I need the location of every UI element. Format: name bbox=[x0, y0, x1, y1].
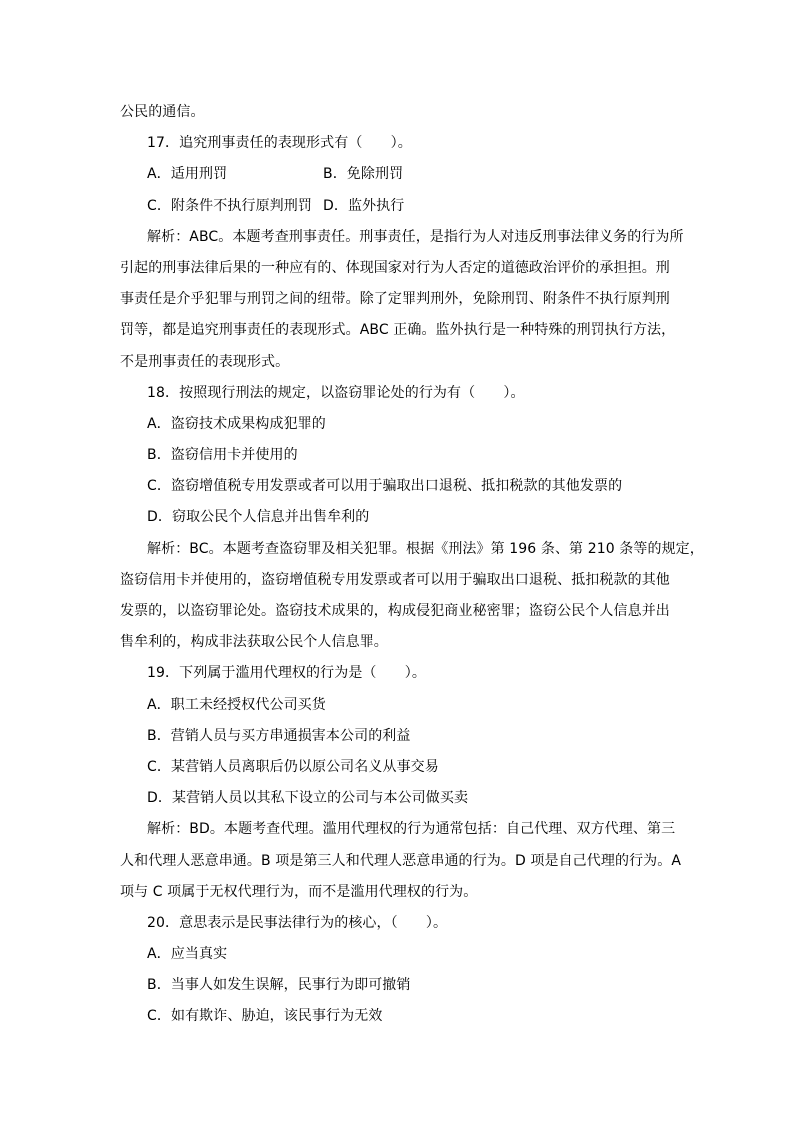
document-page bbox=[0, 97, 794, 1033]
text-line bbox=[0, 596, 794, 627]
text-line bbox=[0, 752, 794, 783]
text-line bbox=[0, 1001, 794, 1032]
line-text: 罚等，都是追究刑事责任的表现形式。ABC 正确。监外执行是一种特殊的刑罚执行方法， bbox=[120, 322, 676, 339]
line-text: 20．意思表示是民事法律行为的核心，（ ）。 bbox=[147, 914, 448, 931]
text-line bbox=[0, 814, 794, 845]
text-line bbox=[0, 658, 794, 689]
text-line bbox=[0, 783, 794, 814]
text-line bbox=[0, 284, 794, 315]
text-line bbox=[0, 315, 794, 346]
text-line bbox=[0, 846, 794, 877]
line-text: B．营销人员与买方串通损害本公司的利益 bbox=[147, 727, 411, 744]
text-line bbox=[0, 502, 794, 533]
line-text: A．职工未经授权代公司买货 bbox=[147, 696, 326, 713]
line-text: 19．下列属于滥用代理权的行为是（ ）。 bbox=[147, 665, 426, 682]
line-text: 售牟利的，构成非法获取公民个人信息罪。 bbox=[120, 634, 388, 651]
line-text: 发票的，以盗窃罪论处。盗窃技术成果的，构成侵犯商业秘密罪；盗窃公民个人信息并出 bbox=[120, 603, 670, 619]
text-line bbox=[0, 347, 794, 378]
text-line bbox=[0, 440, 794, 471]
line-text: 人和代理人恶意串通。B 项是第三人和代理人恶意串通的行为。D 项是自己代理的行为。A bbox=[120, 852, 682, 869]
line-text: 解析：BC。本题考查盗窃罪及相关犯罪。根据《刑法》第 196 条、第 210 条等的规定， bbox=[147, 540, 704, 557]
line-text: 事责任是介乎犯罪与刑罚之间的纽带。除了定罪判刑外，免除刑罚、附条件不执行原判刑 bbox=[120, 291, 670, 308]
text-line bbox=[0, 159, 794, 190]
line-text: B．当事人如发生误解，民事行为即可撤销 bbox=[147, 977, 411, 994]
line-text: 盗窃信用卡并使用的，盗窃增值税专用发票或者可以用于骗取出口退税、抵扣税款的其他 bbox=[120, 571, 670, 588]
text-line bbox=[0, 534, 794, 565]
text-line bbox=[0, 939, 794, 970]
line-text: D．某营销人员以其私下设立的公司与本公司做买卖 bbox=[147, 790, 469, 807]
text-line bbox=[0, 877, 794, 908]
option-second-column: D．监外执行 bbox=[323, 197, 405, 214]
text-line bbox=[0, 565, 794, 596]
text-line bbox=[0, 409, 794, 440]
line-text: 公民的通信。 bbox=[120, 104, 205, 120]
text-line bbox=[0, 471, 794, 502]
line-text: 17．追究刑事责任的表现形式有（ ）。 bbox=[147, 135, 412, 152]
text-line bbox=[0, 378, 794, 409]
line-text: 引起的刑事法律后果的一种应有的、体现国家对行为人否定的道德政治评价的承担担。刑 bbox=[120, 259, 670, 276]
line-text: 不是刑事责任的表现形式。 bbox=[120, 353, 290, 370]
line-text: C．附条件不执行原判刑罚 bbox=[147, 197, 312, 214]
line-text: A．应当真实 bbox=[147, 946, 228, 963]
text-line bbox=[0, 721, 794, 752]
line-text: B．盗窃信用卡并使用的 bbox=[147, 447, 298, 464]
line-text: 项与 C 项属于无权代理行为，而不是滥用代理权的行为。 bbox=[120, 883, 478, 900]
text-line bbox=[0, 627, 794, 658]
line-text: A．盗窃技术成果构成犯罪的 bbox=[147, 415, 326, 432]
line-text: 解析：BD。本题考查代理。滥用代理权的行为通常包括：自己代理、双方代理、第三 bbox=[147, 821, 676, 838]
line-text: C．盗窃增值税专用发票或者可以用于骗取出口退税、抵扣税款的其他发票的 bbox=[147, 478, 623, 495]
text-line bbox=[0, 253, 794, 284]
line-text: 解析：ABC。本题考查刑事责任。刑事责任，是指行为人对违反刑事法律义务的行为所 bbox=[147, 228, 684, 245]
line-text: D．窃取公民个人信息并出售牟利的 bbox=[147, 509, 370, 526]
text-line bbox=[0, 908, 794, 939]
text-line bbox=[0, 970, 794, 1001]
text-line bbox=[0, 690, 794, 721]
text-line bbox=[0, 128, 794, 159]
text-line bbox=[0, 97, 794, 128]
line-text: C．如有欺诈、胁迫，该民事行为无效 bbox=[147, 1008, 383, 1025]
option-second-column: B．免除刑罚 bbox=[323, 166, 404, 183]
line-text: A．适用刑罚 bbox=[147, 166, 228, 183]
text-line bbox=[0, 222, 794, 253]
text-line bbox=[0, 191, 794, 222]
line-text: C．某营销人员离职后仍以原公司名义从事交易 bbox=[147, 758, 439, 775]
line-text: 18．按照现行刑法的规定，以盗窃罪论处的行为有（ ）。 bbox=[147, 384, 525, 401]
